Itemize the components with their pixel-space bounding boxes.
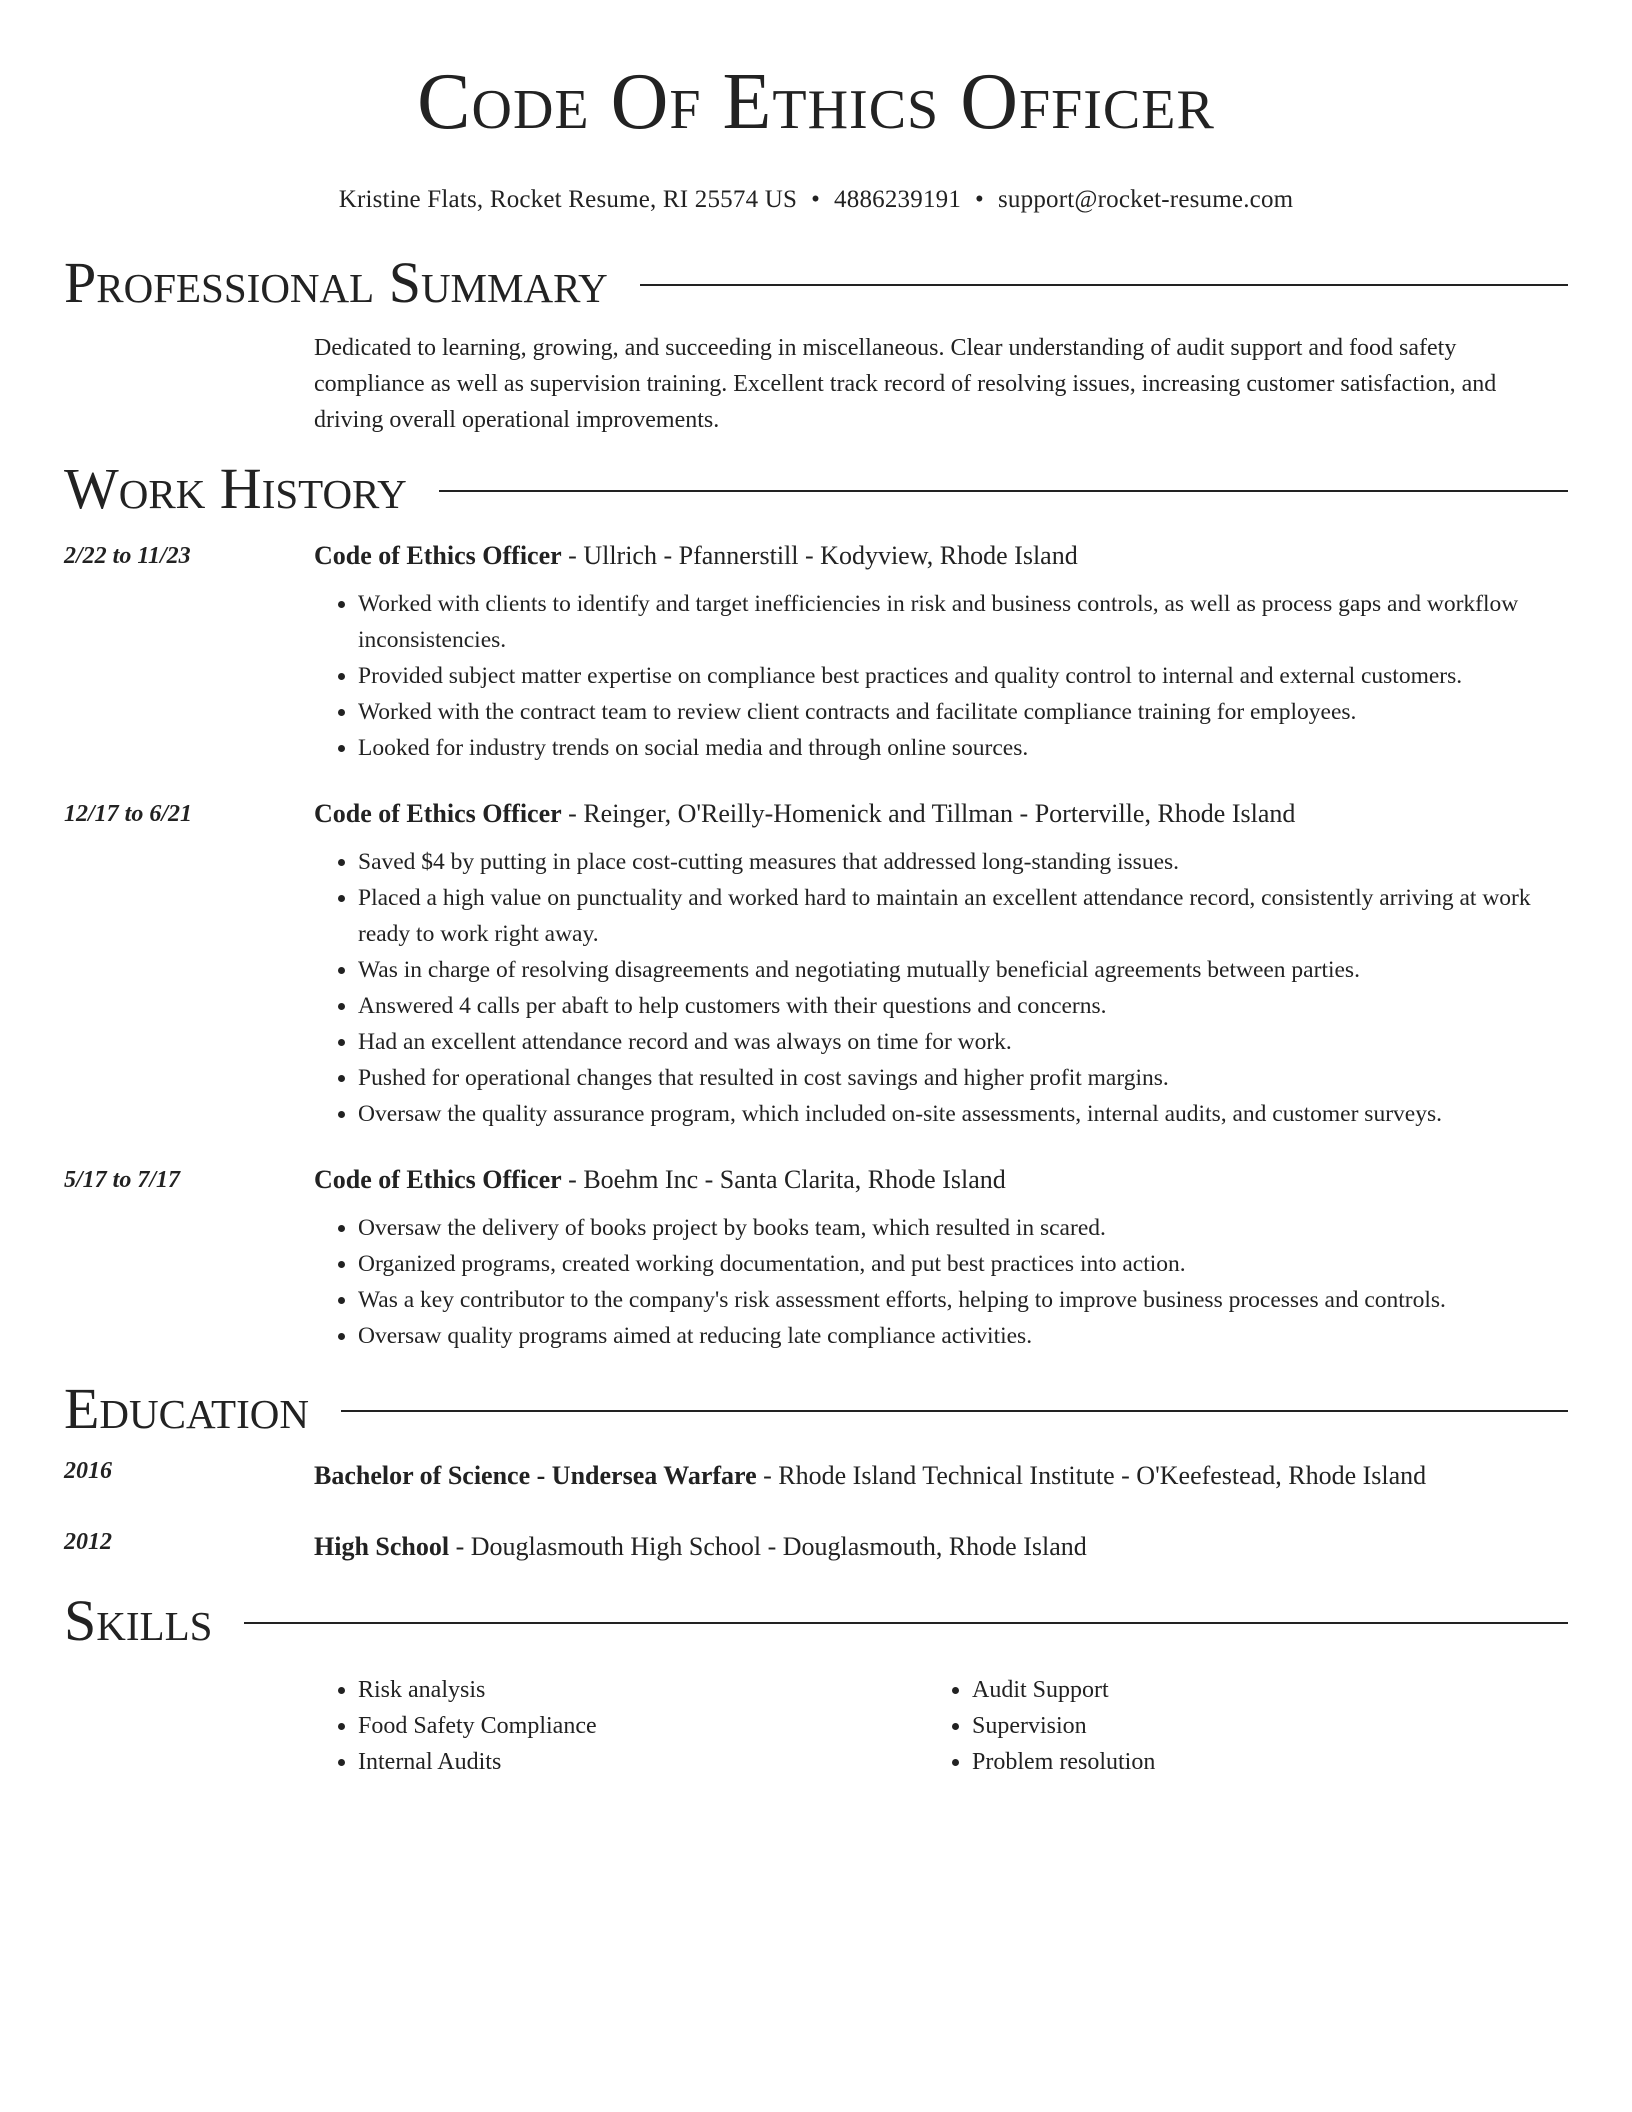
job-bullet: • Oversaw quality programs aimed at reducing late compliance activities.	[358, 1318, 1568, 1354]
education-section-title: Education	[64, 1376, 309, 1441]
contact-separator: •	[975, 186, 984, 213]
job-bullet: • Placed a high value on punctuality and worked hard to maintain an excellent attendance record, consistently arriving at work ready to work right away.	[358, 880, 1568, 952]
job-body	[314, 538, 1568, 766]
skill-item: • Internal Audits	[358, 1744, 928, 1780]
job-heading	[314, 538, 1568, 574]
section-divider	[640, 284, 1568, 286]
education-degree: Bachelor of Science - Undersea Warfare	[314, 1461, 757, 1490]
job-dates: 5/17 to 7/17	[64, 1167, 181, 1193]
job-heading	[314, 796, 1568, 832]
job-entry	[64, 796, 1568, 1132]
skills-columns	[314, 1672, 1542, 1780]
job-bullet: • Pushed for operational changes that resulted in cost savings and higher profit margins.	[358, 1060, 1568, 1096]
job-bullet: • Provided subject matter expertise on compliance best practices and quality control to internal and external customers.	[358, 658, 1568, 694]
skills-column-1	[314, 1672, 928, 1780]
summary-section-header	[64, 248, 1568, 318]
skills-section-title: Skills	[64, 1588, 213, 1653]
summary-row	[64, 318, 1568, 438]
job-bullet: • Oversaw the delivery of books project by books team, which resulted in scared.	[358, 1210, 1568, 1246]
job-bullet-list	[314, 1210, 1568, 1354]
work-section-title: Work History	[64, 456, 407, 521]
section-divider	[341, 1410, 1568, 1412]
job-body	[314, 1162, 1568, 1354]
education-entry	[64, 1529, 1568, 1566]
job-details: - Ullrich - Pfannerstill - Kodyview, Rhode Island	[561, 541, 1078, 570]
summary-section-title: Professional Summary	[64, 250, 608, 315]
section-divider	[244, 1622, 1568, 1624]
summary-text: Dedicated to learning, growing, and succeeding in miscellaneous. Clear understanding of audit support and food safety compliance as well as supervision training. Excellent track record of resolving issues, increasing customer satisfaction, and driving overall operational improvements.	[314, 335, 1497, 433]
education-entry	[64, 1458, 1568, 1495]
job-title: Code of Ethics Officer	[314, 799, 562, 828]
job-dates: 2/22 to 11/23	[64, 543, 191, 569]
resume-name: Code Of Ethics Officer	[417, 58, 1215, 146]
job-title: Code of Ethics Officer	[314, 1165, 562, 1194]
job-title: Code of Ethics Officer	[314, 541, 562, 570]
job-bullet: • Worked with clients to identify and target inefficiencies in risk and business controls, as well as process gaps and workflow inconsistencies.	[358, 586, 1568, 658]
education-details: - Douglasmouth High School - Douglasmouth, Rhode Island	[449, 1532, 1087, 1561]
job-bullet: • Saved $4 by putting in place cost-cutting measures that addressed long-standing issues.	[358, 844, 1568, 880]
job-bullet: • Oversaw the quality assurance program, which included on-site assessments, internal audits, and customer surveys.	[358, 1096, 1568, 1132]
job-heading	[314, 1162, 1568, 1198]
job-details: - Boehm Inc - Santa Clarita, Rhode Island	[561, 1165, 1006, 1194]
job-entry	[64, 538, 1568, 766]
education-year: 2012	[64, 1529, 112, 1555]
skill-item: • Food Safety Compliance	[358, 1708, 928, 1744]
contact-line	[64, 186, 1568, 214]
skills-section-header	[64, 1586, 1568, 1656]
skill-item: • Problem resolution	[972, 1744, 1542, 1780]
skills-row	[64, 1672, 1568, 1780]
contact-email: support@rocket-resume.com	[998, 186, 1294, 213]
skill-item: • Supervision	[972, 1708, 1542, 1744]
job-bullet: • Organized programs, created working documentation, and put best practices into action.	[358, 1246, 1568, 1282]
summary-spacer	[64, 318, 314, 438]
education-year: 2016	[64, 1458, 112, 1484]
job-bullet: • Looked for industry trends on social media and through online sources.	[358, 730, 1568, 766]
job-bullet: • Had an excellent attendance record and was always on time for work.	[358, 1024, 1568, 1060]
job-bullet-list	[314, 844, 1568, 1132]
education-details: - Rhode Island Technical Institute - O'Keefestead, Rhode Island	[756, 1461, 1427, 1490]
job-bullet: • Answered 4 calls per abaft to help customers with their questions and concerns.	[358, 988, 1568, 1024]
education-degree: High School	[314, 1532, 450, 1561]
job-dates: 12/17 to 6/21	[64, 801, 193, 827]
job-bullet: • Was a key contributor to the company's risk assessment efforts, helping to improve business processes and controls.	[358, 1282, 1568, 1318]
education-section-header	[64, 1374, 1568, 1444]
job-bullet: • Was in charge of resolving disagreements and negotiating mutually beneficial agreements between parties.	[358, 952, 1568, 988]
skill-item: • Audit Support	[972, 1672, 1542, 1708]
work-section-header	[64, 454, 1568, 524]
skill-item: • Risk analysis	[358, 1672, 928, 1708]
section-divider	[439, 490, 1568, 492]
job-bullet: • Worked with the contract team to review client contracts and facilitate compliance training for employees.	[358, 694, 1568, 730]
job-entry	[64, 1162, 1568, 1354]
contact-address: Kristine Flats, Rocket Resume, RI 25574 US	[338, 186, 798, 213]
job-bullet-list	[314, 586, 1568, 766]
skills-spacer	[64, 1672, 314, 1780]
job-details: - Reinger, O'Reilly-Homenick and Tillman - Porterville, Rhode Island	[561, 799, 1296, 828]
work-history-list	[64, 538, 1568, 1354]
contact-separator: •	[811, 186, 821, 213]
job-body	[314, 796, 1568, 1132]
contact-phone: 4886239191	[834, 186, 962, 213]
skills-column-2	[928, 1672, 1542, 1780]
